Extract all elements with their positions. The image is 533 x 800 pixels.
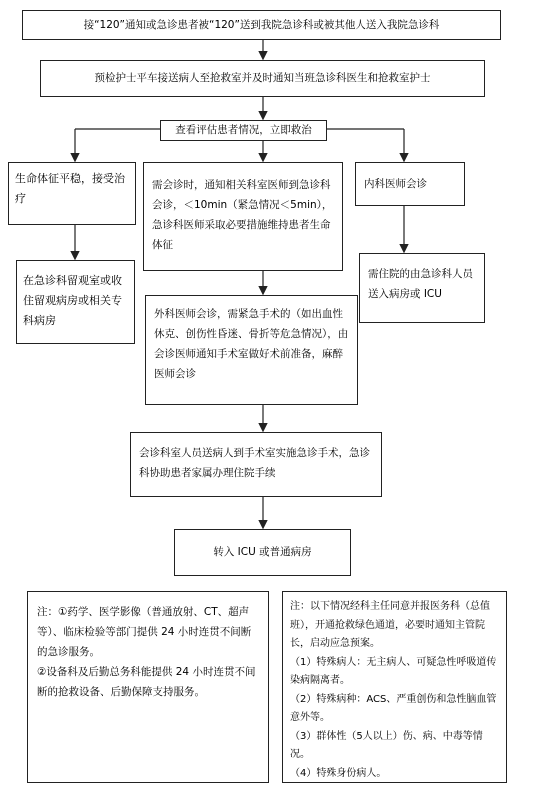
- step-triage-box: 预检护士平车接送病人至抢救室并及时通知当班急诊科医生和抢救室护士: [40, 60, 485, 97]
- note-left-box: [27, 591, 269, 783]
- note-right-box: [282, 591, 507, 783]
- note-right-line: （3）群体性（5人以上）伤、病、中毒等情况。: [290, 730, 483, 760]
- branch-internal-next-box: 需住院的由急诊科人员送入病房或 ICU: [359, 253, 485, 323]
- branch-surgery-box: 外科医师会诊，需紧急手术的（如出血性休克、创伤性昏迷、骨折等危急情况），由会诊医师通知手术室做好术前准备，麻醉医师会诊: [145, 295, 358, 405]
- note-left-line: 注：①药学、医学影像（普通放射、CT、超声等）、临床检验等部门提供 24 小时连贯不间断的急诊服务。: [37, 606, 252, 658]
- note-right-line: （4）特殊身份病人。: [290, 767, 387, 779]
- branch-stable-box: 生命体征平稳，接受治疗: [8, 162, 136, 225]
- branch-stable-next-box: 在急诊科留观室或收住留观病房或相关专科病房: [16, 260, 135, 344]
- note-right-line: （1）特殊病人：无主病人、可疑急性呼吸道传染病隔离者。: [290, 656, 497, 686]
- branch-consult-box: 需会诊时，通知相关科室医师到急诊科会诊，＜10min（紧急情况＜5min），急诊科医师采取必要措施维持患者生命体征: [143, 162, 343, 271]
- note-right-line: 注：以下情况经科主任同意并报医务科（总值班），开通抢救绿色通道，必要时通知主管院长，启动应急预案。: [290, 601, 490, 649]
- note-right-line: （2）特殊病种：ACS、严重创伤和急性脑血管意外等。: [290, 693, 497, 723]
- step-assess-box: 查看评估患者情况，立即救治: [160, 120, 327, 141]
- note-left-line: ②设备科及后勤总务科能提供 24 小时连贯不间断的抢救设备、后勤保障支持服务。: [37, 666, 256, 698]
- step-final-box: 转入 ICU 或普通病房: [174, 529, 351, 576]
- step-notify-box: 接“120”通知或急诊患者被“120”送到我院急诊科或被其他人送入我院急诊科: [22, 10, 501, 40]
- step-operating-room-box: 会诊科室人员送病人到手术室实施急诊手术，急诊科协助患者家属办理住院手续: [130, 432, 382, 497]
- branch-internal-box: 内科医师会诊: [355, 162, 465, 206]
